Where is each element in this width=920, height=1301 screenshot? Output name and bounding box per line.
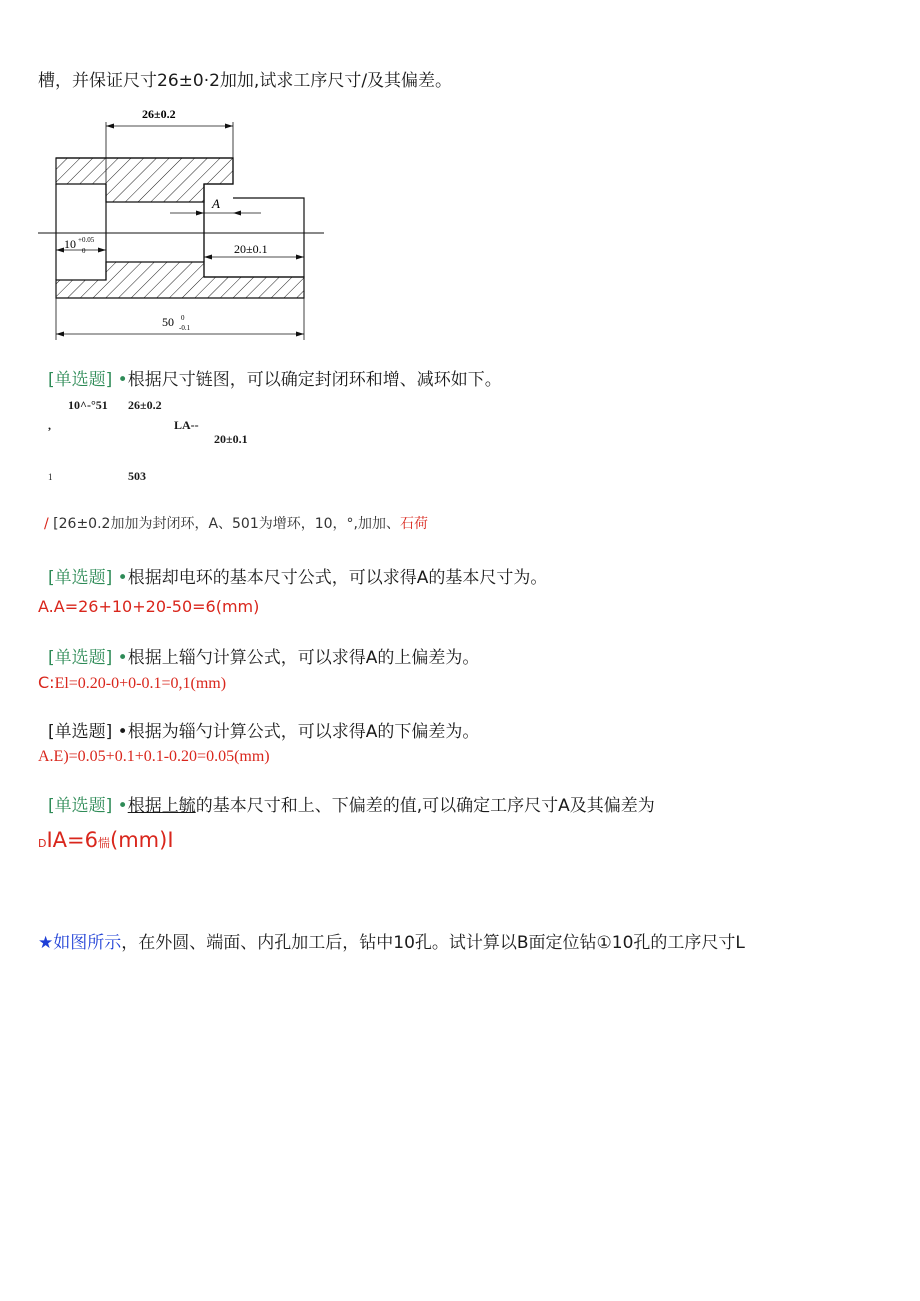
question-4-tag: [单选题] <box>48 722 113 742</box>
part-drawing-svg <box>36 100 336 345</box>
answer-1-text: [26±0.2加加为封闭环，A、501为增环，10，°,加加、 <box>53 516 401 532</box>
chain-term-2: 26±0.2 <box>128 398 162 412</box>
bullet-icon: • <box>117 568 128 588</box>
bullet-icon: • <box>117 722 128 742</box>
question-4-text: 根据为辎勺计算公式，可以求得A的下偏差为。 <box>127 722 480 742</box>
question-4 <box>48 717 479 742</box>
question-3-text: 根据上辎勺计算公式，可以求得A的上偏差为。 <box>127 648 480 668</box>
answer-5-small: 惴 <box>98 836 111 850</box>
question-2-text: 根据却电环的基本尺寸公式，可以求得A的基本尺寸为。 <box>127 568 548 588</box>
question-3 <box>48 643 479 668</box>
answer-5-prefix: D <box>38 837 47 850</box>
chain-term-4: LA-- <box>174 418 199 432</box>
chain-term-3: , <box>48 418 51 432</box>
answer-1 <box>44 513 428 533</box>
dim-label-50: 50 <box>162 315 174 329</box>
answer-1-tail: 石荷 <box>400 516 429 532</box>
top-wall-hatch <box>56 158 233 202</box>
dim-label-10-upper: +0.05 <box>78 236 95 244</box>
question-2-tag: [单选题] <box>48 568 113 588</box>
answer-3 <box>38 673 226 693</box>
question-1 <box>48 365 502 390</box>
next-question-lead: ★如图所示 <box>38 933 122 953</box>
question-5-underlined-text: 根据上毓 <box>127 796 196 816</box>
dim-label-50-lower: -0.1 <box>179 324 191 332</box>
answer-4: A.E)=0.05+0.1+0.1-0.20=0.05(mm) <box>38 748 270 765</box>
answer-2: A.A=26+10+20-50=6(mm) <box>38 597 260 616</box>
next-question <box>38 928 745 953</box>
bullet-icon: • <box>117 796 128 816</box>
bottom-wall-hatch <box>56 262 304 298</box>
chain-term-1: 10^-°51 <box>68 398 108 412</box>
question-5-text: 的基本尺寸和上、下偏差的值,可以确定工序尺寸A及其偏差为 <box>195 796 655 816</box>
chain-term-6: 1 <box>48 472 53 482</box>
dimension-figure <box>36 100 336 349</box>
question-1-text: 根据尺寸链图，可以确定封闭环和增、减环如下。 <box>127 370 502 390</box>
bullet-icon: • <box>117 648 128 668</box>
intro-text: 槽，并保证尺寸26±0·2加加,试求工序尺寸/及其偏差。 <box>38 71 453 91</box>
dim-label-10: 10 <box>64 237 76 251</box>
next-question-text: ，在外圆、端面、内孔加工后，钻中10孔。试计算以B面定位钻①10孔的工序尺寸L <box>121 933 745 953</box>
answer-3-prefix: C: <box>38 673 55 692</box>
question-5-tag: [单选题] <box>48 796 113 816</box>
dim-label-26: 26±0.2 <box>142 107 176 121</box>
question-5 <box>48 791 655 816</box>
question-1-tag: [单选题] <box>48 370 113 390</box>
question-2 <box>48 563 547 588</box>
answer-3-text: El=0.20-0+0-0.1=0,1(mm) <box>54 675 227 692</box>
dim-label-20: 20±0.1 <box>234 242 268 256</box>
answer-5-tail: (mm)I <box>110 828 174 852</box>
question-3-tag: [单选题] <box>48 648 113 668</box>
dim-label-10-lower: 0 <box>82 247 86 255</box>
answer-5-text: IA=6 <box>46 828 98 852</box>
answer-5 <box>38 828 174 852</box>
answer-1-mark: / <box>44 516 49 532</box>
chain-term-7: 503 <box>128 469 146 483</box>
dim-label-50-upper: 0 <box>181 314 185 322</box>
dim-label-a: A <box>212 196 220 211</box>
bullet-icon: • <box>117 370 128 390</box>
chain-term-5: 20±0.1 <box>214 432 248 446</box>
